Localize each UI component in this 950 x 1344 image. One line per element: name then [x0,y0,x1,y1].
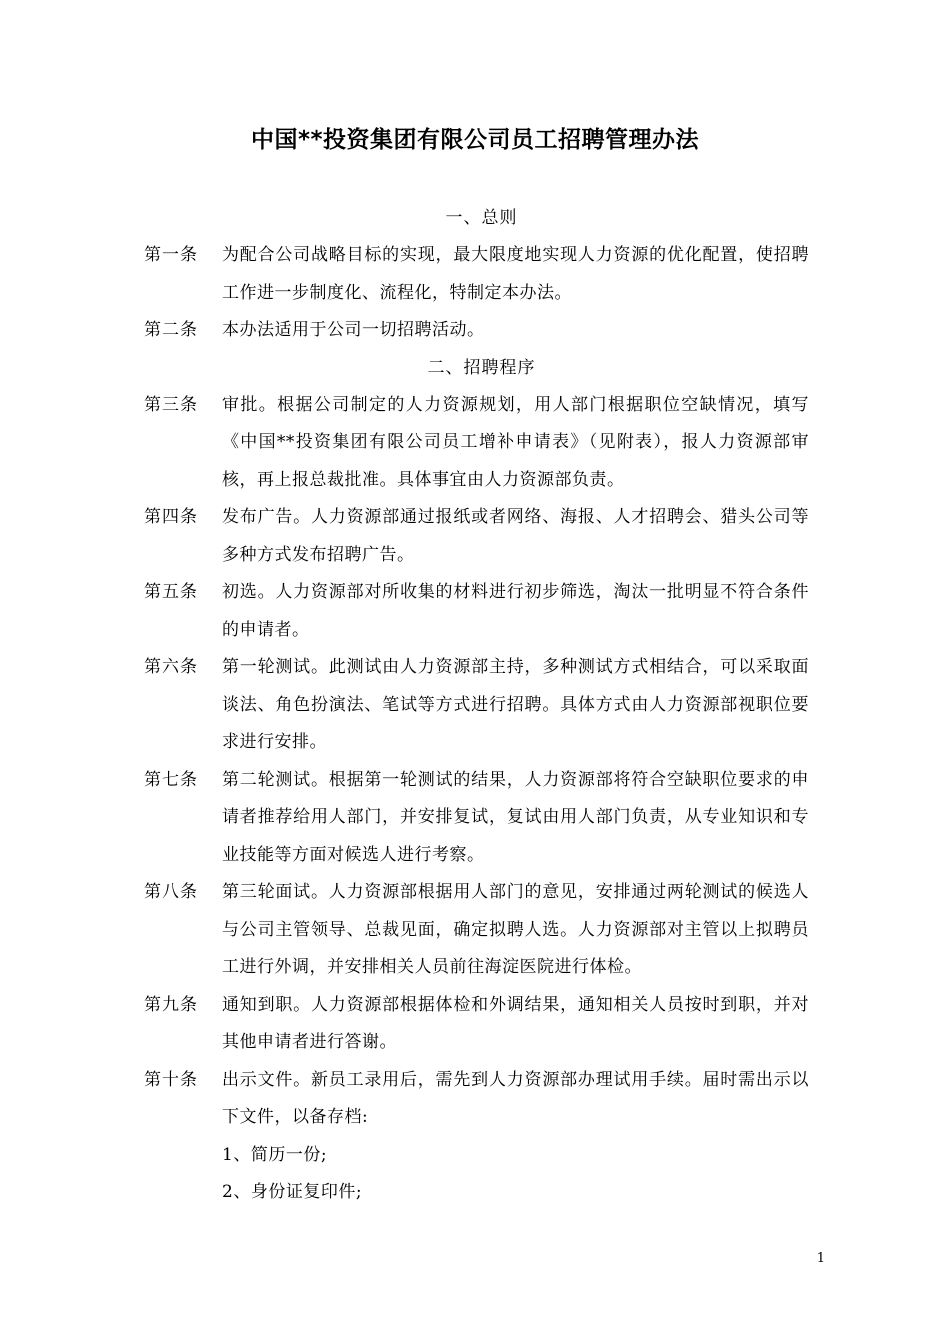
article-text: 第二轮测试。根据第一轮测试的结果，人力资源部将符合空缺职位要求的申请者推荐给用人部门，并安排复试，复试由用人部门负责，从专业知识和专业技能等方面对候选人进行考察。 [222,769,809,865]
article-3 [144,387,809,500]
article-number: 第一条 [144,245,198,265]
article-1 [144,237,809,312]
article-text: 第一轮测试。此测试由人力资源部主持，多种测试方式相结合，可以采取面谈法、角色扮演法、笔试等方式进行招聘。具体方式由人力资源部视职位要求进行安排。 [222,657,809,752]
article-number: 第七条 [144,769,198,790]
article-10 [144,1062,809,1137]
article-text: 发布广告。人力资源部通过报纸或者网络、海报、人才招聘会、猎头公司等多种方式发布招聘广告。 [222,507,809,565]
article-number: 第二条 [144,320,198,340]
article-7 [144,762,809,875]
article-number: 第四条 [144,507,198,527]
article-number: 第十条 [144,1069,198,1090]
article-8 [144,874,809,987]
article-text: 初选。人力资源部对所收集的材料进行初步筛选，淘汰一批明显不符合条件的申请者。 [222,582,809,640]
article-number: 第八条 [144,882,198,902]
article-text: 本办法适用于公司一切招聘活动。 [222,320,485,340]
article-5 [144,574,809,649]
document-body [144,200,809,1212]
article-4 [144,499,809,574]
article-text: 审批。根据公司制定的人力资源规划，用人部门根据职位空缺情况，填写《中国**投资集团有限公司员工增补申请表》（见附表），报人力资源部审核，再上报总裁批准。具体事宜由人力资源部负责。 [222,394,809,490]
article-2 [144,312,809,350]
article-number: 第六条 [144,657,198,677]
list-item-resume: 1、简历一份; [222,1144,328,1165]
article-number: 第五条 [144,582,198,602]
section-heading-procedure: 二、招聘程序 [427,357,536,378]
article-text: 出示文件。新员工录用后，需先到人力资源部办理试用手续。届时需出示以下文件，以备存档: [222,1069,809,1127]
article-6 [144,649,809,762]
page-number: 1 [816,1251,825,1266]
article-9 [144,987,809,1062]
list-item-id-copy: 2、身份证复印件; [222,1182,363,1202]
article-text: 通知到职。人力资源部根据体检和外调结果，通知相关人员按时到职，并对其他申请者进行答谢。 [222,994,809,1052]
article-text: 第三轮面试。人力资源部根据用人部门的意见，安排通过两轮测试的候选人与公司主管领导、总裁见面，确定拟聘人选。人力资源部对主管以上拟聘员工进行外调，并安排相关人员前往海淀医院进行体检。 [222,882,809,977]
article-number: 第三条 [144,394,198,415]
section-heading-general: 一、总则 [445,208,518,228]
article-text: 为配合公司战略目标的实现，最大限度地实现人力资源的优化配置，使招聘工作进一步制度化、流程化，特制定本办法。 [222,245,809,303]
document-title: 中国**投资集团有限公司员工招聘管理办法 [250,127,700,153]
article-number: 第九条 [144,994,198,1015]
